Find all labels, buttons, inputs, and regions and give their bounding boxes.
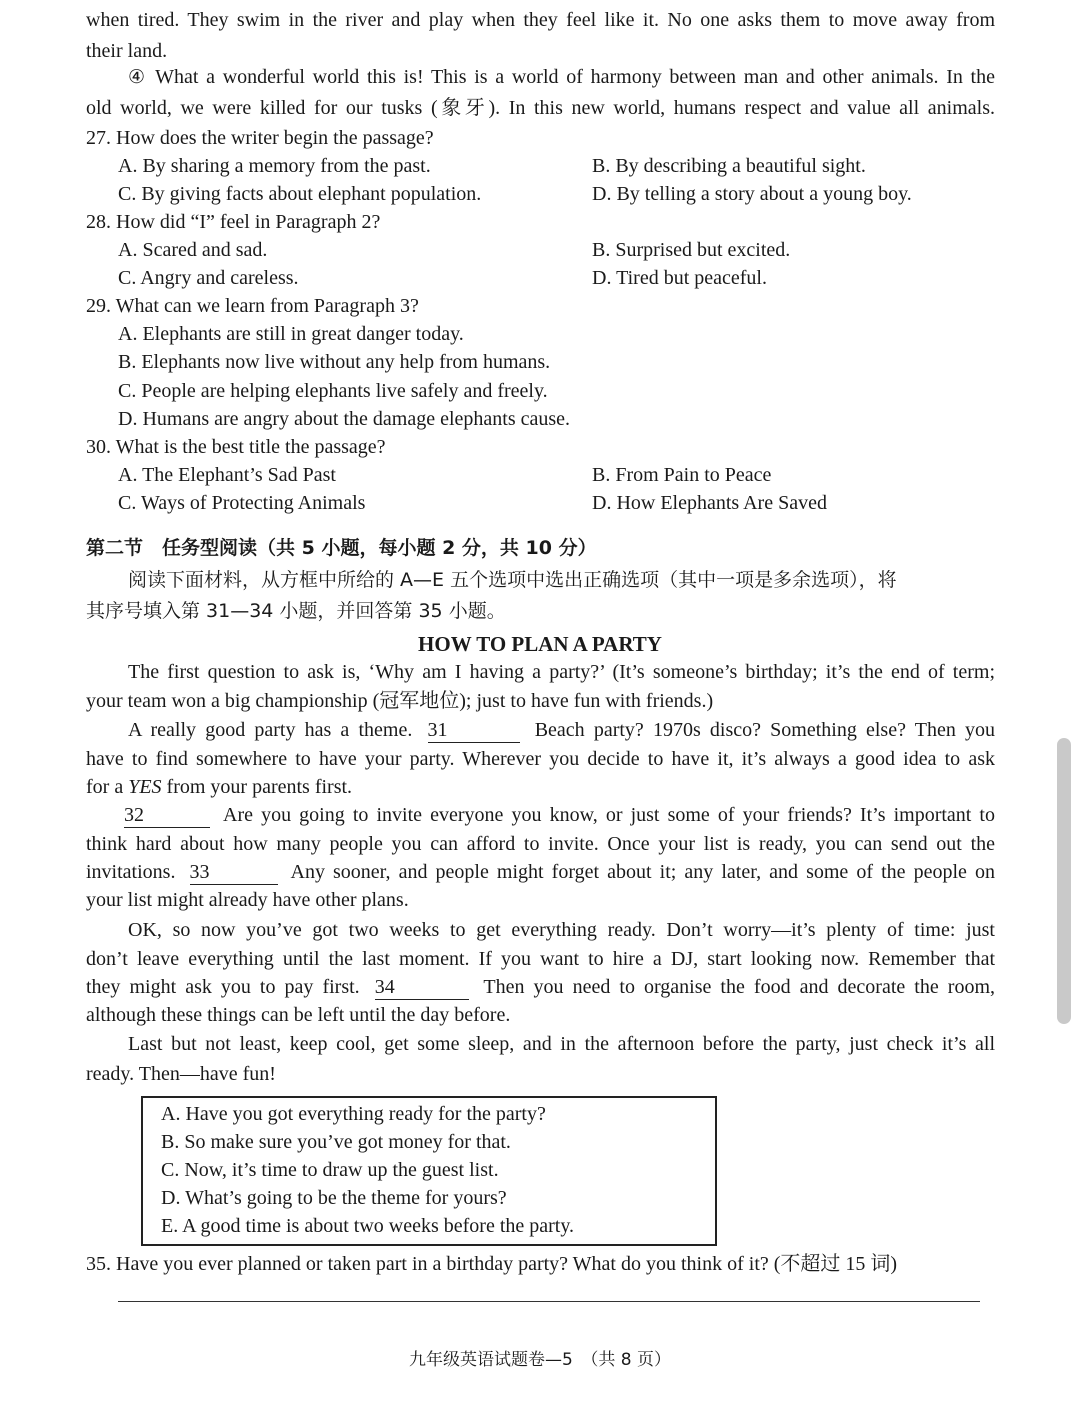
passage-paragraph-4: ④ What a wonderful world this is! This is a world of harmony between man and other animals. In the: [128, 66, 995, 88]
reading-title: HOW TO PLAN A PARTY: [418, 632, 662, 656]
box-option-d[interactable]: D. What’s going to be the theme for yours?: [161, 1187, 507, 1209]
passage-line: their land.: [86, 40, 168, 62]
question-35: 35. Have you ever planned or taken part in a birthday party? What do you think of it? (不超过 15 词): [86, 1253, 898, 1275]
party-line: they might ask you to pay first. 34 Then you need to organise the food and decorate the room,: [86, 976, 995, 998]
party-line: invitations. 33 Any sooner, and people might forget about it; any later, and some of the people on: [86, 861, 995, 883]
answer-line[interactable]: [118, 1301, 980, 1302]
party-paragraph-5: Last but not least, keep cool, get some sleep, and in the afternoon before the party, just check it’s all: [128, 1033, 995, 1055]
section-instructions: 阅读下面材料，从方框中所给的 A—E 五个选项中选出正确选项（其中一项是多余选项），将: [128, 569, 897, 591]
option-30a[interactable]: A. The Elephant’s Sad Past: [118, 464, 336, 486]
party-line: ready. Then—have fun!: [86, 1063, 276, 1085]
option-28b[interactable]: B. Surprised but excited.: [592, 239, 791, 261]
scrollbar-thumb[interactable]: [1057, 738, 1071, 1024]
section-heading: 第二节 任务型阅读（共 5 小题，每小题 2 分，共 10 分）: [86, 537, 597, 559]
page-footer: 九年级英语试题卷—5 （共 8 页）: [409, 1350, 671, 1370]
option-29d[interactable]: D. Humans are angry about the damage elephants cause.: [118, 408, 571, 430]
blank-32[interactable]: 32: [124, 803, 210, 828]
paragraph-number: ④: [128, 66, 148, 88]
blank-34[interactable]: 34: [375, 975, 469, 1000]
party-paragraph-3: 32 Are you going to invite everyone you know, or just some of your friends? It’s important to: [124, 804, 995, 826]
option-30c[interactable]: C. Ways of Protecting Animals: [118, 492, 366, 514]
option-27d[interactable]: D. By telling a story about a young boy.: [592, 183, 912, 205]
question-30: 30. What is the best title the passage?: [86, 436, 386, 458]
blank-31[interactable]: 31: [428, 718, 520, 743]
question-28: 28. How did “I” feel in Paragraph 2?: [86, 211, 381, 233]
option-28c[interactable]: C. Angry and careless.: [118, 267, 299, 289]
box-option-c[interactable]: C. Now, it’s time to draw up the guest list.: [161, 1159, 499, 1181]
question-27: 27. How does the writer begin the passage?: [86, 127, 434, 149]
blank-33[interactable]: 33: [190, 860, 278, 885]
option-30b[interactable]: B. From Pain to Peace: [592, 464, 772, 486]
party-paragraph-4: OK, so now you’ve got two weeks to get everything ready. Don’t worry—it’s plenty of time: just: [128, 919, 995, 941]
party-paragraph-2: A really good party has a theme. 31 Beach party? 1970s disco? Something else? Then you: [128, 719, 996, 741]
options-box: [141, 1096, 717, 1246]
option-28a[interactable]: A. Scared and sad.: [118, 239, 268, 261]
party-line: although these things can be left until the day before.: [86, 1004, 511, 1026]
option-27a[interactable]: A. By sharing a memory from the past.: [118, 155, 431, 177]
passage-line: when tired. They swim in the river and play when they feel like it. No one asks them to move away from: [86, 9, 995, 31]
party-line: think hard about how many people you can afford to invite. Once your list is ready, you can send out the: [86, 833, 995, 855]
option-27c[interactable]: C. By giving facts about elephant population.: [118, 183, 482, 205]
option-29a[interactable]: A. Elephants are still in great danger today.: [118, 323, 464, 345]
party-line: for a YES from your parents first.: [86, 776, 353, 798]
yes-emphasis: YES: [128, 776, 162, 798]
section-instructions: 其序号填入第 31—34 小题，并回答第 35 小题。: [86, 600, 506, 622]
option-29c[interactable]: C. People are helping elephants live safely and freely.: [118, 380, 548, 402]
party-line: your team won a big championship (冠军地位); just to have fun with friends.): [86, 690, 714, 712]
party-line: your list might already have other plans.: [86, 889, 409, 911]
box-option-b[interactable]: B. So make sure you’ve got money for that.: [161, 1131, 511, 1153]
option-28d[interactable]: D. Tired but peaceful.: [592, 267, 767, 289]
box-option-a[interactable]: A. Have you got everything ready for the party?: [161, 1103, 546, 1125]
option-29b[interactable]: B. Elephants now live without any help from humans.: [118, 351, 551, 373]
question-29: 29. What can we learn from Paragraph 3?: [86, 295, 419, 317]
party-line: don’t leave everything until the last moment. If you want to hire a DJ, start looking now. Remember that: [86, 948, 995, 970]
party-line: have to find somewhere to have your party. Wherever you decide to have it, it’s always a good idea to ask: [86, 748, 995, 770]
passage-line: old world, we were killed for our tusks (象牙). In this new world, humans respect and value all animals.: [86, 97, 995, 119]
box-option-e[interactable]: E. A good time is about two weeks before the party.: [161, 1215, 575, 1237]
option-27b[interactable]: B. By describing a beautiful sight.: [592, 155, 866, 177]
option-30d[interactable]: D. How Elephants Are Saved: [592, 492, 827, 514]
party-paragraph-1: The first question to ask is, ‘Why am I having a party?’ (It’s someone’s birthday; it’s the end of term;: [128, 661, 995, 683]
